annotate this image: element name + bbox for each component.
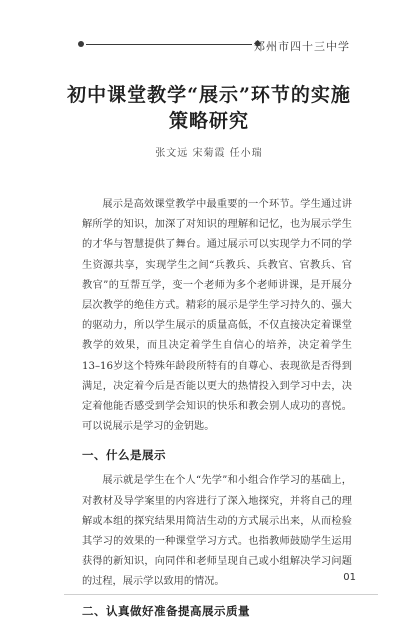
header-bullet-icon [78,41,84,47]
header-rule [86,44,252,45]
running-header [78,38,350,52]
intro-paragraph: 展示是高效课堂教学中最重要的一个环节。学生通过讲解所学的知识，加深了对知识的理解和记忆，也为展示学生的才华与智慧提供了舞台。通过展示可以实现学力不同的学生资源共享，实现学生之间“兵教兵、兵教官、官教兵、官教官”的互帮互学，变一个老师为多个老师讲课，是开展分层次教学的绝佳方式。精彩的展示是学生学习持久的、强大的驱动力，所以学生展示的质量高低，不仅直接决定着课堂教学的效果，而且决定着学生自信心的培养，决定着学生13–16岁这个特殊年龄段所特有的自尊心、表现欲是否得到满足，决定着今后是否能以更大的热情投入到学习中去，决定着他能否感受到学会知识的快乐和教会别人成功的喜悦。可以说展示是学习的金钥匙。 [82,199,352,433]
article-body [82,195,352,627]
footer-rule [64,594,378,595]
section-heading-2: 二、认真做好准备提高展示质量 [82,603,250,618]
article-title-line-1: 初中课堂教学“展示”环节的实施 [67,84,351,106]
page-number: 01 [343,572,356,583]
section-heading-1: 一、什么是展示 [82,448,166,463]
header-school-name: 郑州市四十三中学 [254,40,350,53]
article-title [50,82,368,134]
article-authors: 张文远 宋菊霞 任小瑞 [155,148,263,159]
article-title-line-2: 策略研究 [168,110,249,132]
section-1-paragraph: 展示就是学生在个人“先学”和小组合作学习的基础上，对教材及导学案里的内容进行了深入地探究，并将自己的理解或本组的探究结果用简洁生动的方式展示出来，从而检验其学习的效果的一种课堂学习方式。也指教师鼓励学生运用获得的新知识，向同伴和老师呈现自己或小组解决学习问题的过程，展示学以致用的情况。 [82,475,352,588]
